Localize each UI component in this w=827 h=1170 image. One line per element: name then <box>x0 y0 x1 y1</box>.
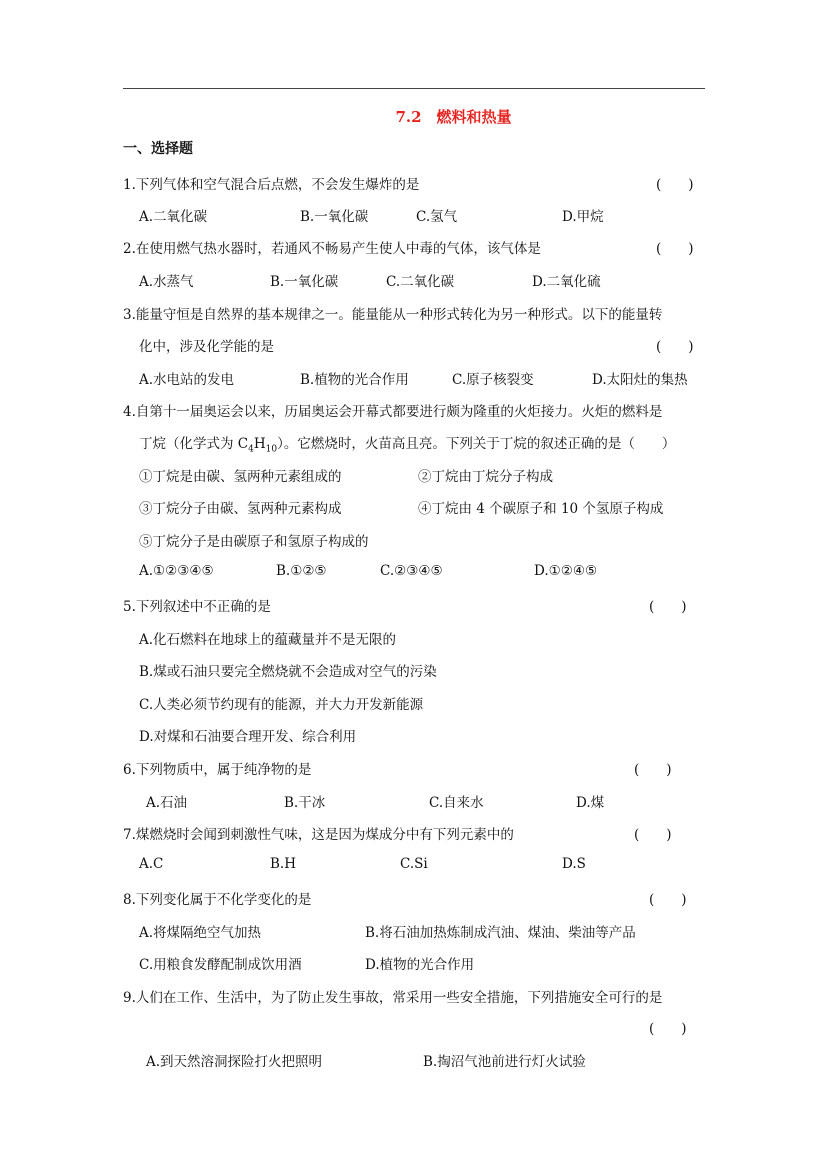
option: B.H <box>270 856 296 872</box>
option: B.植物的光合作用 <box>300 372 409 388</box>
option: A.石油 <box>146 795 188 811</box>
option: B.将石油加热炼制成汽油、煤油、柴油等产品 <box>365 925 636 941</box>
option: C.用粮食发酵配制成饮用酒 <box>139 957 302 973</box>
answer-blank: ( ) <box>634 762 672 778</box>
option: C.自来水 <box>429 795 484 811</box>
question-stem: 3.能量守恒是自然界的基本规律之一。能量能从一种形式转化为另一种形式。以下的能量转 <box>123 307 663 323</box>
option: D.植物的光合作用 <box>365 957 475 973</box>
option: A.二氧化碳 <box>139 209 208 225</box>
question-stem-continued: 化中，涉及化学能的是 <box>139 339 274 355</box>
question-stem: 5.下列叙述中不正确的是 <box>123 599 271 615</box>
option: D.对煤和石油要合理开发、综合利用 <box>139 729 357 745</box>
option: A.化石燃料在地球上的蕴藏量并不是无限的 <box>139 632 397 648</box>
question-stem-continued: 丁烷（化学式为 $C_4H_{10}$）。它燃烧时，火苗高且亮。下列关于丁烷的叙述正确的是（ ） <box>139 436 676 455</box>
section-heading: 一、选择题 <box>123 141 193 157</box>
option: B.煤或石油只要完全燃烧就不会造成对空气的污染 <box>139 664 437 680</box>
option: C.②③④⑤ <box>380 563 443 579</box>
option: D.S <box>562 856 586 872</box>
option: D.①②④⑤ <box>534 563 598 579</box>
option: B.干冰 <box>284 795 326 811</box>
option: A.将煤隔绝空气加热 <box>139 925 262 941</box>
answer-blank: ( ) <box>656 339 694 355</box>
answer-blank: ( ) <box>649 599 687 615</box>
answer-blank: ( ) <box>656 241 694 257</box>
option: A.水电站的发电 <box>139 372 235 388</box>
question-stem: 8.下列变化属于不化学变化的是 <box>123 892 312 908</box>
answer-blank: ( ) <box>649 1021 687 1037</box>
answer-blank: ( ) <box>649 892 687 908</box>
option: A.C <box>139 856 164 872</box>
option: C.氢气 <box>416 209 458 225</box>
statement: ④丁烷由 4 个碳原子和 10 个氢原子构成 <box>418 501 664 517</box>
question-stem: 2.在使用燃气热水器时，若通风不畅易产生使人中毒的气体，该气体是 <box>123 241 541 257</box>
question-stem: 4.自第十一届奥运会以来，历届奥运会开幕式都要进行颇为隆重的火炬接力。火炬的燃料是 <box>123 404 663 420</box>
statement: ⑤丁烷分子是由碳原子和氢原子构成的 <box>139 534 369 550</box>
option: A.①②③④⑤ <box>139 563 214 579</box>
option: C.Si <box>400 856 428 872</box>
option: B.一氧化碳 <box>300 209 369 225</box>
question-stem: 7.煤燃烧时会闻到刺激性气味，这是因为煤成分中有下列元素中的 <box>123 827 514 843</box>
option: D.甲烷 <box>562 209 604 225</box>
option: D.太阳灶的集热 <box>592 372 688 388</box>
statement: ③丁烷分子由碳、氢两种元素构成 <box>139 501 342 517</box>
question-stem: 6.下列物质中，属于纯净物的是 <box>123 762 312 778</box>
statement: ①丁烷是由碳、氢两种元素组成的 <box>139 469 342 485</box>
option: C.二氧化碳 <box>386 274 455 290</box>
option: D.二氧化硫 <box>532 274 601 290</box>
option: B.①②⑤ <box>276 563 327 579</box>
header-rule <box>123 88 705 89</box>
answer-blank: ( ) <box>656 177 694 193</box>
option: B.一氧化碳 <box>270 274 339 290</box>
option: C.人类必须节约现有的能源，并大力开发新能源 <box>139 697 424 713</box>
answer-blank: ( ) <box>634 827 672 843</box>
option: B.掏沼气池前进行灯火试验 <box>423 1054 586 1070</box>
question-stem: 1.下列气体和空气混合后点燃，不会发生爆炸的是 <box>123 177 420 193</box>
statement: ②丁烷由丁烷分子构成 <box>418 469 553 485</box>
question-stem: 9.人们在工作、生活中，为了防止发生事故，常采用一些安全措施，下列措施安全可行的是 <box>123 990 663 1006</box>
option: A.水蒸气 <box>139 274 194 290</box>
option: A.到天然溶洞探险打火把照明 <box>146 1054 323 1070</box>
option: C.原子核裂变 <box>452 372 534 388</box>
page-title: 7.2 燃料和热量 <box>395 108 512 126</box>
option: D.煤 <box>576 795 605 811</box>
